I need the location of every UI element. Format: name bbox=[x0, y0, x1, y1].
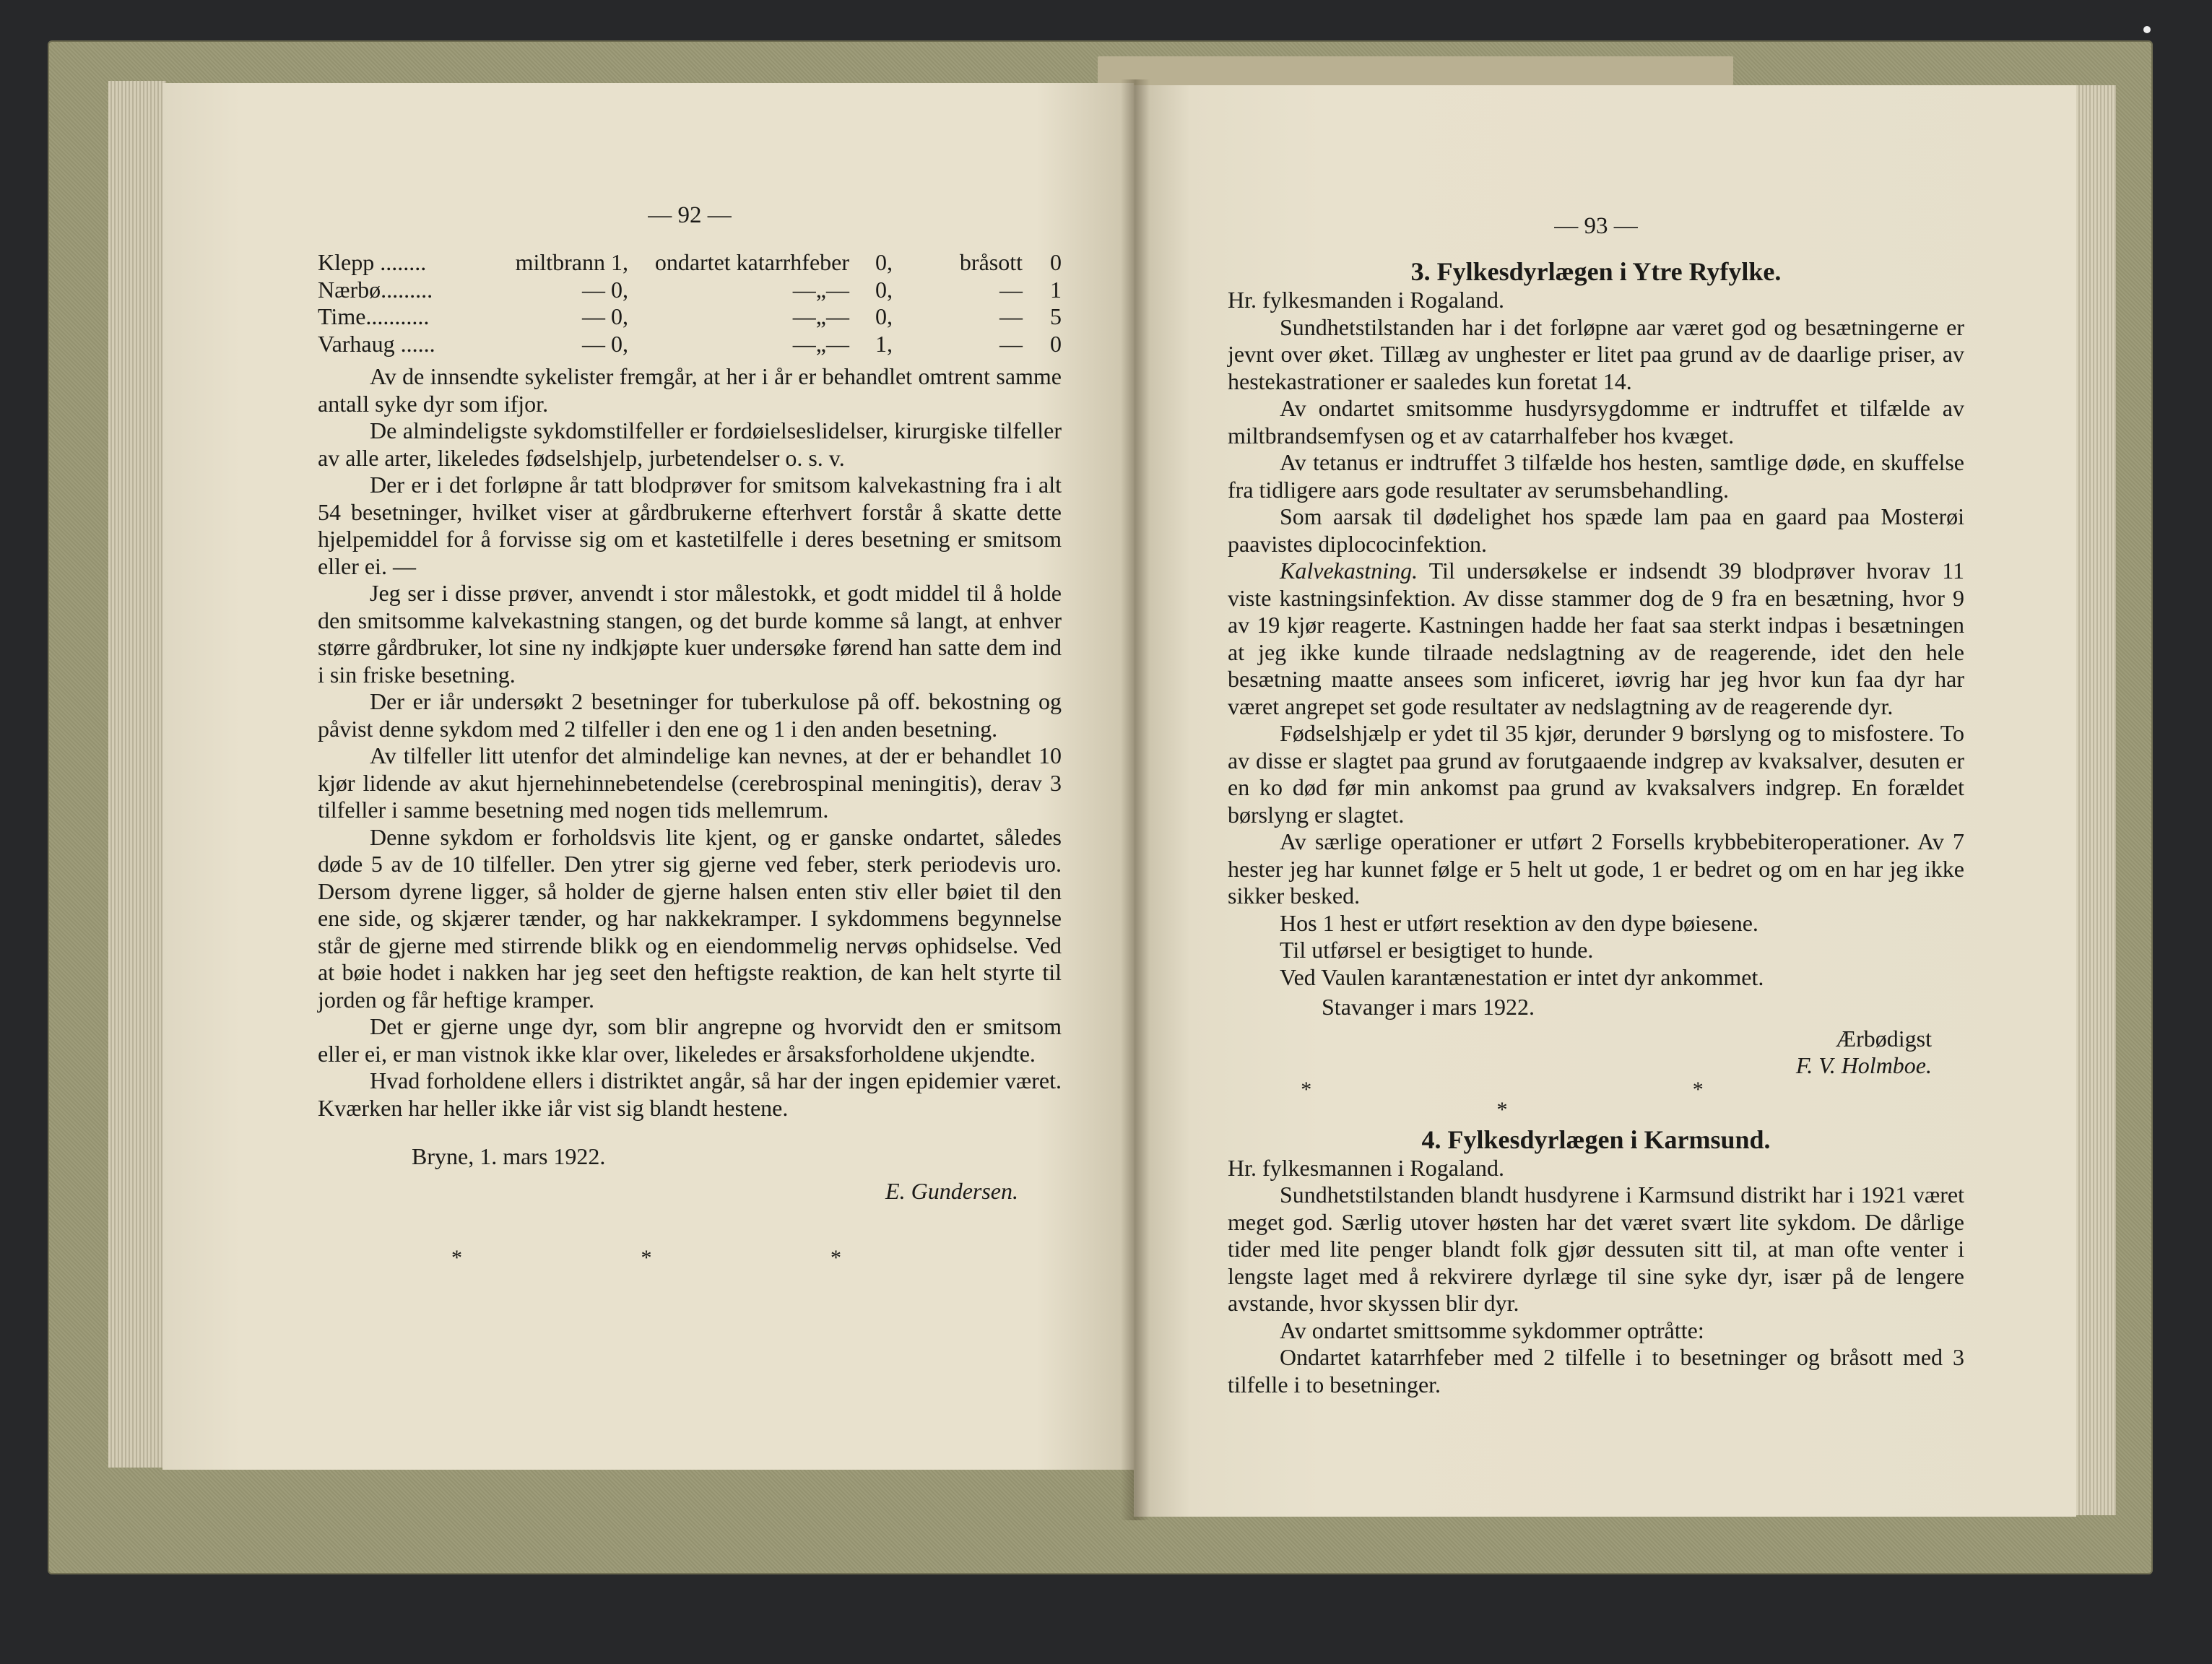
paragraph: Til utførsel er besigtiget to hunde. bbox=[1280, 937, 1594, 963]
table-row: Time........... — 0, —„— 0, — 5 bbox=[318, 303, 1062, 329]
paragraph: Kalvekastning. Til undersøkelse er indsendt 39 blodprøver hvorav 11 viste kastningsinfektion. Av disse stammer dog de 9 fra en besætning, hvor 9 av 19 kjør reagerte. Kastningen hadde her faat saa sterkt indpas i besætningen at jeg ikke kunde tilraade nedslagtning av de reagerende, idet den hele besætning maatte ansees som inficeret, iøvrig har jeg hvor kun faa dyr har været angrepet set gode resultater av nedslagtning av de reagerende dyr. bbox=[1228, 558, 1965, 719]
paragraph: Jeg ser i disse prøver, anvendt i stor målestokk, et godt middel til å holde den smitsomme kalvekastning stangen, og det burde komme så langt, at enhver større gårdbruker, lot sine ny indkjøpte kuer undersøke førend han satte dem ind i sin friske besetning. bbox=[318, 580, 1062, 688]
paragraph: Av særlige operationer er utført 2 Forsells krybbebiteroperationer. Av 7 hester jeg har kunnet følge er 5 helt ut gode, 1 er bedret og om en har jeg ikke sikker besked. bbox=[1228, 828, 1964, 909]
paragraph: Hos 1 hest er utført resektion av den dype bøiesene. bbox=[1280, 909, 1758, 936]
paragraph: Av ondartet smitsomme husdyrsygdomme er indtruffet et tilfælde av miltbrandsemfysen og et av catarrhalfeber hos kvæget. bbox=[1228, 395, 1964, 448]
table-row: Nærbø......... — 0, —„— 0, — 1 bbox=[318, 276, 1062, 303]
page-number-right: — 93 — bbox=[1554, 213, 1638, 239]
right-page-text bbox=[1228, 213, 1965, 1398]
salutation: Hr. fylkesmanden i Rogaland. bbox=[1228, 287, 1505, 313]
paragraph: Av de innsendte sykelister fremgår, at her i år er behandlet omtrent samme antall syke dyr som ifjor. bbox=[318, 363, 1062, 417]
paragraph: Av ondartet smittsomme sykdommer optråtte: bbox=[1280, 1317, 1704, 1343]
paragraph: Der er iår undersøkt 2 besetninger for tuberkulose på off. bekostning og påvist denne sykdom med 2 tilfeller i den ene og 1 i den anden besetning. bbox=[318, 688, 1062, 742]
place-date: Stavanger i mars 1922. bbox=[1322, 994, 1535, 1020]
place-date: Bryne, 1. mars 1922. bbox=[412, 1143, 606, 1169]
table-row: Varhaug ...... — 0, —„— 1, — 0 bbox=[318, 330, 1062, 357]
greeting: Ærbødigst bbox=[1835, 1025, 1932, 1052]
paragraph: Ved Vaulen karantænestation er intet dyr ankommet. bbox=[1280, 963, 1764, 990]
salutation: Hr. fylkesmannen i Rogaland. bbox=[1228, 1154, 1505, 1181]
right-page-edges bbox=[2073, 85, 2116, 1515]
paragraph: Sundhetstilstanden har i det forløpne aar været god og besætningerne er jevnt over øket. Tillæg av unghester er litet paa grund av de daarlige priser, av hestekastrationer er saaledes kun foretat 14. bbox=[1228, 313, 1964, 394]
spine-tape bbox=[1098, 56, 1733, 85]
paragraph: Ondartet katarrhfeber med 2 tilfelle i to besetninger og bråsott med 3 tilfelle i to besetninger. bbox=[1228, 1344, 1964, 1398]
paragraph: De almindeligste sykdomstilfeller er fordøielseslidelser, kirurgiske tilfeller av alle arter, likeledes fødselshjelp, jurbetendelser o. s. v. bbox=[318, 417, 1062, 471]
section-heading: 3. Fylkesdyrlægen i Ytre Ryfylke. bbox=[1410, 257, 1782, 286]
signature: F. V. Holmboe. bbox=[1795, 1052, 1932, 1078]
paragraph: Fødselshjælp er ydet til 35 kjør, derunder 9 børslyng og to misfostere. To av disse er slagtet paa grund av forutgaaende indgrep av kvaksalver, desuten er en ko død før min ankomst paa grund av kvaksalvers indgrep. En forældet børslyng er slagtet. bbox=[1228, 720, 1964, 828]
paragraph: Av tilfeller litt utenfor det almindelige kan nevnes, at der er behandlet 10 kjør lidende av akut hjernehinnebetendelse (cerebrospinal meningitis), derav 3 tilfeller i samme besetning med nogen tids mellemrum. bbox=[318, 742, 1062, 823]
section-heading: 4. Fylkesdyrlægen i Karmsund. bbox=[1421, 1124, 1771, 1154]
corner-mark bbox=[2143, 26, 2151, 33]
paragraph: Sundhetstilstanden blandt husdyrene i Karmsund distrikt har i 1921 været meget god. Særlig utover høsten har det været svært lite sykdom. De dårlige tider med lite penger blandt folk gjør dessuten sitt til, at man ofte venter i lengste laget med å rekvirere dyrlæge til sine syke dyr, især på de lengere avstande, hvor skyssen blir dyr. bbox=[1228, 1182, 1964, 1316]
paragraph: Der er i det forløpne år tatt blodprøver for smitsom kalvekastning fra i alt 54 besetninger, hvilket viser at gårdbrukerne efterhvert forstår å skatte dette hjelpemiddel for å forvisse sig om et kastetilfelle i deres besetning er smitsom eller ei. — bbox=[318, 472, 1062, 579]
left-page-text bbox=[318, 202, 1062, 1272]
paragraph: Som aarsak til dødelighet hos spæde lam paa en gaard paa Mosterøi paavistes diplococinfektion. bbox=[1228, 503, 1964, 557]
italic-label: Kalvekastning. bbox=[1280, 558, 1418, 584]
page-number-left: — 92 — bbox=[648, 202, 732, 228]
paragraph: Det er gjerne unge dyr, som blir angrepne og hvorvidt den er smitsom eller ei, er man vistnok ikke klar over, likeledes er årsaksforholdene ukjendte. bbox=[318, 1013, 1062, 1067]
table-row: Klepp ........ miltbrann 1, ondartet katarrhfeber 0, bråsott 0 bbox=[318, 249, 1062, 275]
book-gutter bbox=[1121, 79, 1150, 1520]
paragraph: Av tetanus er indtruffet 3 tilfælde hos hesten, samtlige døde, en skuffelse fra tidligere aars gode resultater av serumsbehandling. bbox=[1228, 449, 1964, 503]
paragraph: Denne sykdom er forholdsvis lite kjent, og er ganske ondartet, således døde 5 av de 10 tilfeller. Den ytrer sig gjerne ved feber, sterk periodevis uro. Dersom dyrene ligger, så holder de gjerne halsen enten stiv eller bøiet til den ene side, og skjærer tænder, og har nakkekramper. I sykdommens begynnelse står de gjerne med stirrende blikk og en eiendommelig nervøs ophidselse. Ved at bøie hodet i nakken har jeg seet den heftigste reaktion, de kan helt styrte til jorden og får heftige kramper. bbox=[318, 823, 1062, 1013]
section-separator: * * * bbox=[451, 1246, 928, 1270]
paragraph: Hvad forholdene ellers i distriktet angår, så har der ingen epidemier været. Kværken har heller ikke iår vist sig blandt hestene. bbox=[318, 1067, 1062, 1121]
section-separator: * * * bbox=[1301, 1077, 1891, 1122]
left-page-edges bbox=[108, 81, 166, 1468]
signature: E. Gundersen. bbox=[885, 1177, 1018, 1204]
disease-table bbox=[318, 249, 1062, 358]
